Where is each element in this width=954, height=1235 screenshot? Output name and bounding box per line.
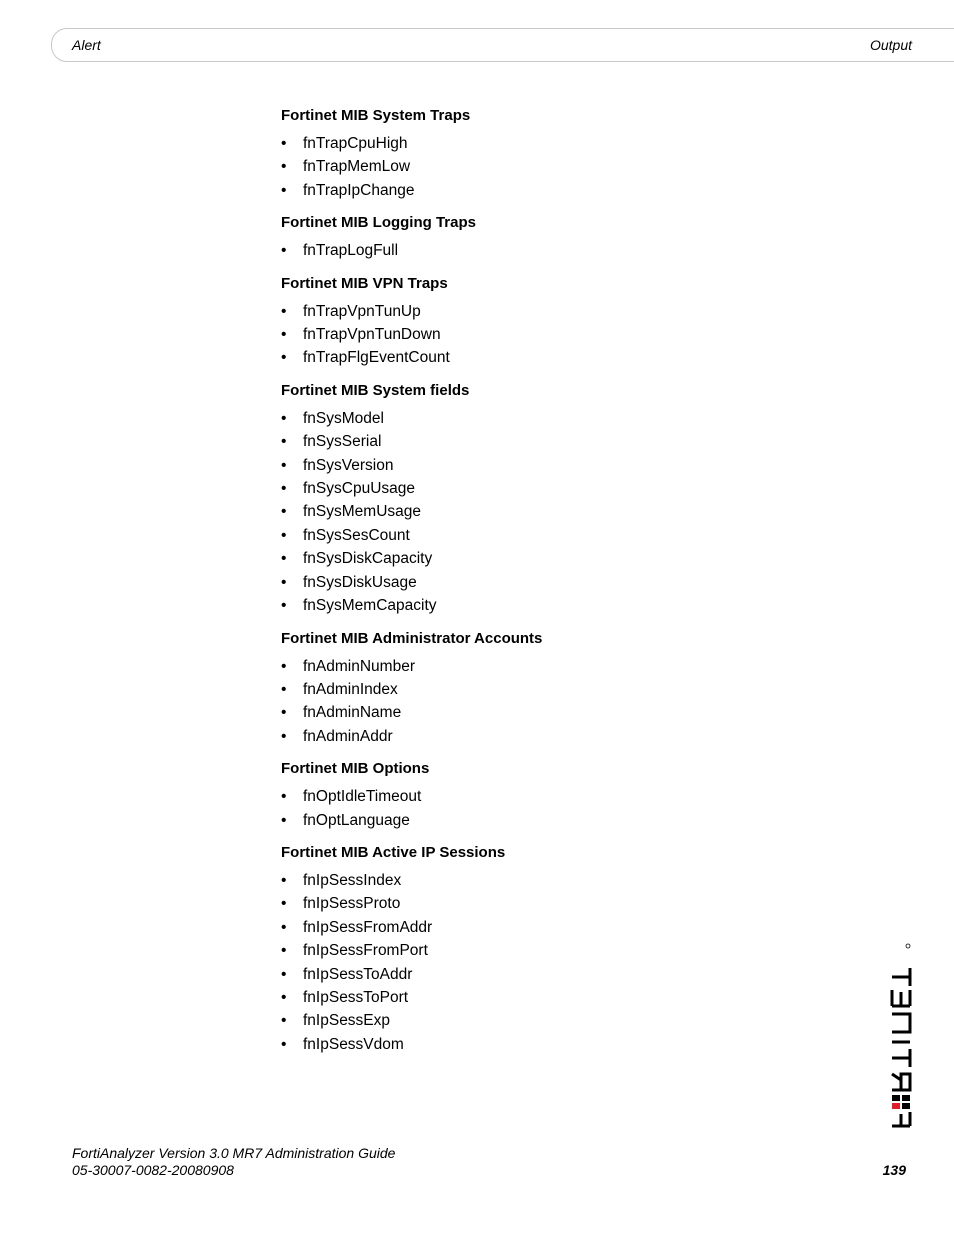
list-item xyxy=(281,986,841,1009)
bullet-icon: • xyxy=(281,895,287,913)
item-text: fnIpSessIndex xyxy=(303,871,402,889)
item-text: fnIpSessToAddr xyxy=(303,965,413,983)
list-item xyxy=(281,477,841,500)
header-section-title: Alert xyxy=(72,37,101,53)
list-item xyxy=(281,963,841,986)
item-list xyxy=(281,132,841,202)
list-item xyxy=(281,346,841,369)
list-item xyxy=(281,323,841,346)
item-text: fnIpSessFromAddr xyxy=(303,918,433,936)
bullet-icon: • xyxy=(281,349,287,367)
bullet-icon: • xyxy=(281,597,287,615)
item-text: fnTrapFlgEventCount xyxy=(303,349,450,367)
main-content xyxy=(281,106,841,1067)
list-item xyxy=(281,1033,841,1056)
section-heading: Fortinet MIB Options xyxy=(281,760,430,778)
item-text: fnAdminAddr xyxy=(303,727,393,745)
section-heading: Fortinet MIB System Traps xyxy=(281,107,471,124)
item-text: fnTrapMemLow xyxy=(303,158,411,176)
item-text: fnOptIdleTimeout xyxy=(303,788,422,806)
list-item xyxy=(281,547,841,570)
list-item xyxy=(281,939,841,962)
list-item xyxy=(281,809,841,832)
item-text: fnIpSessExp xyxy=(303,1012,391,1030)
item-text: fnTrapLogFull xyxy=(303,242,399,260)
bullet-icon: • xyxy=(281,680,287,698)
list-item xyxy=(281,500,841,523)
bullet-icon: • xyxy=(281,1012,287,1030)
item-text: fnAdminIndex xyxy=(303,680,398,698)
bullet-icon: • xyxy=(281,1035,287,1053)
item-text: fnIpSessVdom xyxy=(303,1035,404,1053)
footer-document-title: FortiAnalyzer Version 3.0 MR7 Administration Guide xyxy=(72,1145,396,1161)
list-item xyxy=(281,571,841,594)
item-text: fnSysMemCapacity xyxy=(303,597,437,615)
list-item xyxy=(281,430,841,453)
section-vpn-traps xyxy=(281,274,841,370)
item-text: fnSysSerial xyxy=(303,433,382,451)
header-bar xyxy=(51,28,954,62)
item-text: fnSysSesCount xyxy=(303,526,410,544)
item-text: fnSysDiskCapacity xyxy=(303,550,433,568)
item-text: fnSysCpuUsage xyxy=(303,480,416,498)
item-text: fnSysVersion xyxy=(303,456,394,474)
item-text: fnIpSessFromPort xyxy=(303,942,428,960)
bullet-icon: • xyxy=(281,242,287,260)
section-administrator-accounts xyxy=(281,629,841,749)
item-list xyxy=(281,655,841,749)
item-list xyxy=(281,407,841,618)
bullet-icon: • xyxy=(281,158,287,176)
item-list xyxy=(281,300,841,370)
list-item xyxy=(281,869,841,892)
fortinet-logo xyxy=(888,942,914,1128)
item-text: fnTrapCpuHigh xyxy=(303,135,408,152)
list-item xyxy=(281,524,841,547)
list-item xyxy=(281,239,841,262)
section-system-fields xyxy=(281,381,841,618)
list-item xyxy=(281,300,841,323)
bullet-icon: • xyxy=(281,704,287,722)
list-item xyxy=(281,155,841,178)
list-item xyxy=(281,407,841,430)
bullet-icon: • xyxy=(281,503,287,521)
section-system-traps xyxy=(281,106,841,202)
bullet-icon: • xyxy=(281,988,287,1006)
bullet-icon: • xyxy=(281,727,287,745)
item-list xyxy=(281,239,841,262)
bullet-icon: • xyxy=(281,181,287,199)
bullet-icon: • xyxy=(281,788,287,806)
list-item xyxy=(281,701,841,724)
section-heading: Fortinet MIB Logging Traps xyxy=(281,214,476,232)
item-text: fnIpSessProto xyxy=(303,895,401,913)
item-text: fnAdminName xyxy=(303,704,402,722)
bullet-icon: • xyxy=(281,526,287,544)
bullet-icon: • xyxy=(281,456,287,474)
bullet-icon: • xyxy=(281,657,287,675)
bullet-icon: • xyxy=(281,573,287,591)
item-text: fnOptLanguage xyxy=(303,811,410,829)
bullet-icon: • xyxy=(281,409,287,427)
bullet-icon: • xyxy=(281,326,287,344)
bullet-icon: • xyxy=(281,135,287,152)
list-item xyxy=(281,678,841,701)
section-heading: Fortinet MIB Administrator Accounts xyxy=(281,629,543,647)
bullet-icon: • xyxy=(281,965,287,983)
footer-document-number: 05-30007-0082-20080908 xyxy=(72,1162,234,1178)
item-text: fnAdminNumber xyxy=(303,657,415,675)
section-heading: Fortinet MIB VPN Traps xyxy=(281,274,448,292)
page-number: 139 xyxy=(882,1162,906,1178)
list-item xyxy=(281,454,841,477)
bullet-icon: • xyxy=(281,433,287,451)
section-heading: Fortinet MIB System fields xyxy=(281,381,470,399)
item-text: fnTrapVpnTunDown xyxy=(303,326,441,344)
item-list xyxy=(281,869,841,1056)
list-item xyxy=(281,655,841,678)
bullet-icon: • xyxy=(281,871,287,889)
bullet-icon: • xyxy=(281,302,287,320)
section-heading: Fortinet MIB Active IP Sessions xyxy=(281,843,506,861)
section-options xyxy=(281,759,841,832)
bullet-icon: • xyxy=(281,918,287,936)
list-item xyxy=(281,916,841,939)
item-text: fnTrapVpnTunUp xyxy=(303,302,421,320)
bullet-icon: • xyxy=(281,811,287,829)
list-item xyxy=(281,892,841,915)
section-active-ip-sessions xyxy=(281,843,841,1056)
section-logging-traps xyxy=(281,213,841,262)
list-item xyxy=(281,1009,841,1032)
item-text: fnIpSessToPort xyxy=(303,988,409,1006)
bullet-icon: • xyxy=(281,480,287,498)
bullet-icon: • xyxy=(281,550,287,568)
item-text: fnSysDiskUsage xyxy=(303,573,417,591)
item-text: fnTrapIpChange xyxy=(303,181,415,199)
bullet-icon: • xyxy=(281,942,287,960)
item-text: fnSysModel xyxy=(303,409,384,427)
item-text: fnSysMemUsage xyxy=(303,503,422,521)
list-item xyxy=(281,179,841,202)
list-item xyxy=(281,132,841,155)
list-item xyxy=(281,725,841,748)
list-item xyxy=(281,594,841,617)
header-chapter-title: Output xyxy=(869,37,912,53)
item-list xyxy=(281,785,841,832)
list-item xyxy=(281,785,841,808)
